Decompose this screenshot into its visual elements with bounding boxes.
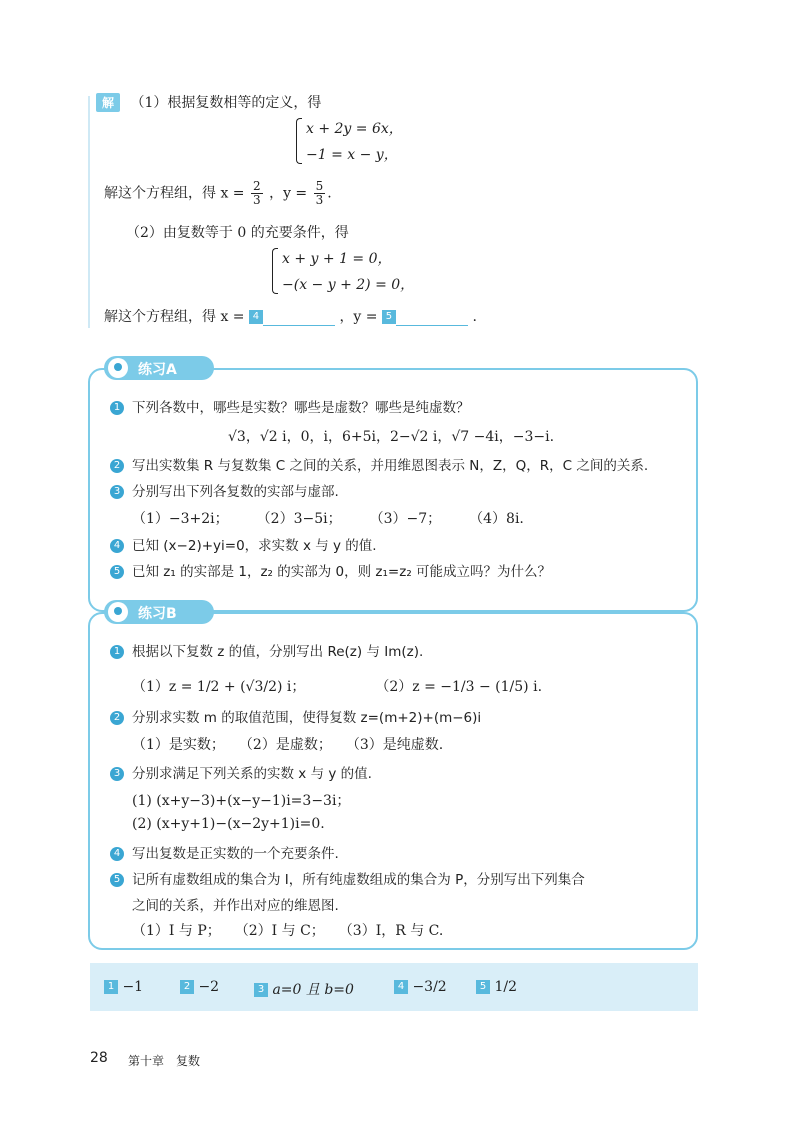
item-text: 根据以下复数 z 的值，分别写出 Re(z) 与 Im(z). <box>132 644 424 660</box>
system-1-eq-a: x + 2y = 6x， <box>306 121 403 137</box>
item-text: 记所有虚数组成的集合为 I，所有纯虚数组成的集合为 P，分别写出下列集合 <box>132 872 585 888</box>
item-text: 下列各数中，哪些是实数？哪些是虚数？哪些是纯虚数？ <box>132 400 470 416</box>
solution-badge: 解 <box>96 93 120 112</box>
system-2-eq-a: x + y + 1 = 0， <box>282 251 392 267</box>
result-1-mid: ，y = <box>269 185 308 202</box>
bullet-number: 2 <box>110 459 124 473</box>
answer-bar <box>90 963 698 1011</box>
solution-left-rule <box>88 96 90 328</box>
bullet-number: 3 <box>110 485 124 499</box>
item-text: 已知 z₁ 的实部是 1，z₂ 的实部为 0，则 z₁=z₂ 可能成立吗？为什么？ <box>132 564 552 580</box>
exercise-a-item-3 <box>110 480 339 500</box>
bullet-number: 4 <box>110 847 124 861</box>
item-text: 分别求满足下列关系的实数 x 与 y 的值. <box>132 766 372 782</box>
blank-marker-4: 4 <box>249 310 263 324</box>
bullet-number: 1 <box>110 401 124 415</box>
exercise-a-item-3-parts: （1）−3+2i； （2）3−5i； （3）−7； （4）8i. <box>132 511 524 527</box>
exercise-a-title: 练习A <box>138 362 177 378</box>
item-text: 写出复数是正实数的一个充要条件. <box>132 846 339 862</box>
system-brace-2 <box>272 248 278 294</box>
answer-text: −1 <box>122 979 144 995</box>
answer-marker: 5 <box>476 980 490 994</box>
bullet-number: 1 <box>110 645 124 659</box>
answer-2 <box>180 979 219 995</box>
answer-text: −2 <box>198 979 220 995</box>
solution-line-1 <box>96 92 321 112</box>
system-1-eq-b: −1 = x − y， <box>306 147 398 163</box>
answer-marker: 2 <box>180 980 194 994</box>
exercise-b-item-3 <box>110 762 372 782</box>
chapter-title: 第十章 复数 <box>128 1054 201 1068</box>
answer-marker: 4 <box>394 980 408 994</box>
answer-marker: 3 <box>254 983 268 997</box>
exercise-b-item-2 <box>110 706 481 726</box>
fraction-x <box>251 180 263 207</box>
exercise-b-item-4 <box>110 842 339 862</box>
fraction-y <box>314 180 326 207</box>
answer-1 <box>104 979 143 995</box>
exercise-b-item-1-parts: （1）z = 1/2 + (√3/2) i； （2）z = −1/3 − (1/5) i. <box>132 679 543 695</box>
fraction-x-den: 3 <box>252 193 261 207</box>
answer-blank-x[interactable] <box>263 325 335 326</box>
answer-text: a=0 且 b=0 <box>272 982 354 998</box>
exercise-icon <box>108 602 128 622</box>
exercise-b-item-3-part-1: (1) (x+y−3)+(x−y−1)i=3−3i； <box>132 793 351 809</box>
exercise-a-item-4 <box>110 534 377 554</box>
item-text: 分别写出下列各复数的实部与虚部. <box>132 484 339 500</box>
exercise-b-item-5 <box>110 868 585 888</box>
result-1-end: . <box>327 185 332 202</box>
item-text: 已知 (x−2)+yi=0，求实数 x 与 y 的值. <box>132 538 377 554</box>
exercise-a-item-2 <box>110 454 648 474</box>
system-2-eq-b: −(x − y + 2) = 0， <box>282 277 415 293</box>
bullet-number: 2 <box>110 711 124 725</box>
exercise-a-tab <box>104 356 214 380</box>
fraction-y-num: 5 <box>315 179 324 193</box>
bullet-number: 3 <box>110 767 124 781</box>
answer-text: 1/2 <box>494 979 517 995</box>
answer-3 <box>254 979 354 999</box>
item-text: 分别求实数 m 的取值范围，使得复数 z=(m+2)+(m−6)i <box>132 710 482 726</box>
exercise-b-item-2-parts: （1）是实数； （2）是虚数； （3）是纯虚数. <box>132 737 444 753</box>
exercise-icon <box>108 358 128 378</box>
item-text: 写出实数集 R 与复数集 C 之间的关系，并用维恩图表示 N，Z，Q，R，C 之间的关系. <box>132 458 649 474</box>
exercise-b-item-5-parts: （1）I 与 P； （2）I 与 C； （3）I，R 与 C. <box>132 923 444 939</box>
answer-4 <box>394 979 447 995</box>
solution-result-2 <box>104 306 477 326</box>
solution-result-1 <box>104 180 332 207</box>
result-2-end: . <box>472 309 477 325</box>
exercise-b-item-5-cont: 之间的关系，并作出对应的维恩图. <box>132 898 339 914</box>
fraction-y-den: 3 <box>315 193 324 207</box>
answer-text: −3/2 <box>412 979 447 995</box>
exercise-a-item-1 <box>110 396 470 416</box>
solution-text-1: （1）根据复数相等的定义，得 <box>130 95 322 111</box>
page-number: 28 <box>90 1050 108 1066</box>
result-2-mid: ，y = <box>339 309 378 325</box>
exercise-b-item-1 <box>110 640 423 660</box>
system-brace-1 <box>296 118 302 164</box>
solution-line-2: （2）由复数等于 0 的充要条件，得 <box>126 225 349 241</box>
answer-5 <box>476 979 517 995</box>
bullet-number: 4 <box>110 539 124 553</box>
fraction-x-num: 2 <box>252 179 261 193</box>
answer-marker: 1 <box>104 980 118 994</box>
exercise-b-tab <box>104 600 214 624</box>
exercise-a-item-5 <box>110 560 551 580</box>
answer-blank-y[interactable] <box>396 325 468 326</box>
exercise-b-title: 练习B <box>138 606 177 622</box>
result-1-prefix: 解这个方程组，得 x = <box>104 185 245 202</box>
bullet-number: 5 <box>110 565 124 579</box>
result-2-prefix: 解这个方程组，得 x = <box>104 309 245 325</box>
bullet-number: 5 <box>110 873 124 887</box>
exercise-b-item-3-part-2: (2) (x+y+1)−(x−2y+1)i=0. <box>132 816 325 832</box>
exercise-a-item-1-values: √3，√2 i，0，i，6+5i，2−√2 i，√7 −4i，−3−i. <box>228 429 555 445</box>
blank-marker-5: 5 <box>382 310 396 324</box>
